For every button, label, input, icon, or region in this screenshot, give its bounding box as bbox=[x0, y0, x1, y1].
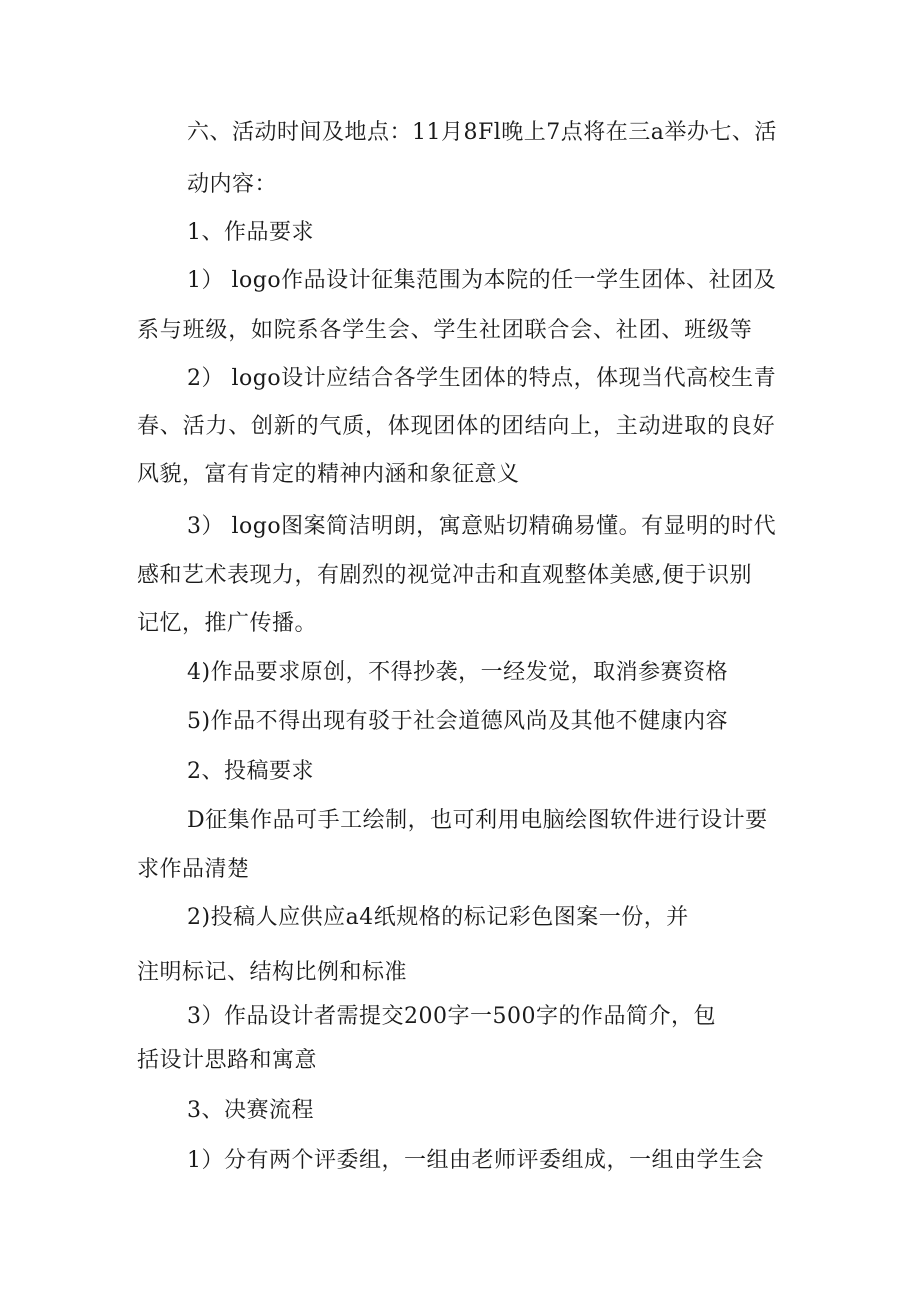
paragraph-line: 春、活力、创新的气质，体现团体的团结向上，主动进取的良好 bbox=[137, 414, 776, 439]
paragraph-line: 1） logo作品设计征集范围为本院的任一学生团体、社团及 bbox=[187, 268, 777, 293]
section-heading: 3、决赛流程 bbox=[187, 1098, 314, 1123]
paragraph-line: 动内容： bbox=[187, 172, 278, 197]
paragraph-line: 风貌，富有肯定的精神内涵和象征意义 bbox=[137, 462, 520, 487]
paragraph-line: 4)作品要求原创，不得抄袭，一经发觉，取消参赛资格 bbox=[187, 660, 729, 685]
paragraph-line: 系与班级，如院系各学生会、学生社团联合会、社团、班级等 bbox=[137, 318, 753, 343]
paragraph-line: 3）作品设计者需提交200字一500字的作品简介，包 bbox=[187, 1004, 716, 1029]
paragraph-line: 记忆，推广传播。 bbox=[137, 611, 318, 636]
paragraph-line: 括设计思路和寓意 bbox=[137, 1048, 318, 1073]
paragraph-line: 2)投稿人应供应a4纸规格的标记彩色图案一份，并 bbox=[187, 905, 689, 930]
paragraph-line: 1）分有两个评委组，一组由老师评委组成，一组由学生会 bbox=[187, 1148, 764, 1173]
paragraph-line: 注明标记、结构比例和标准 bbox=[137, 960, 408, 985]
section-heading: 1、作品要求 bbox=[187, 220, 314, 245]
section-heading: 2、投稿要求 bbox=[187, 759, 314, 784]
paragraph-line: 感和艺术表现力，有剧烈的视觉冲击和直观整体美感,便于识别 bbox=[137, 563, 752, 588]
paragraph-line: 3） logo图案简洁明朗，寓意贴切精确易懂。有显明的时代 bbox=[187, 514, 777, 539]
paragraph-line: 5)作品不得出现有驳于社会道德风尚及其他不健康内容 bbox=[187, 709, 729, 734]
paragraph-line: 求作品清楚 bbox=[137, 857, 250, 882]
paragraph-line: D征集作品可手工绘制，也可利用电脑绘图软件进行设计要 bbox=[187, 808, 768, 833]
paragraph-line: 2） logo设计应结合各学生团体的特点，体现当代高校生青 bbox=[187, 366, 777, 391]
paragraph-line: 六、活动时间及地点：11月8Fl晚上7点将在三a举办七、活 bbox=[187, 120, 777, 145]
